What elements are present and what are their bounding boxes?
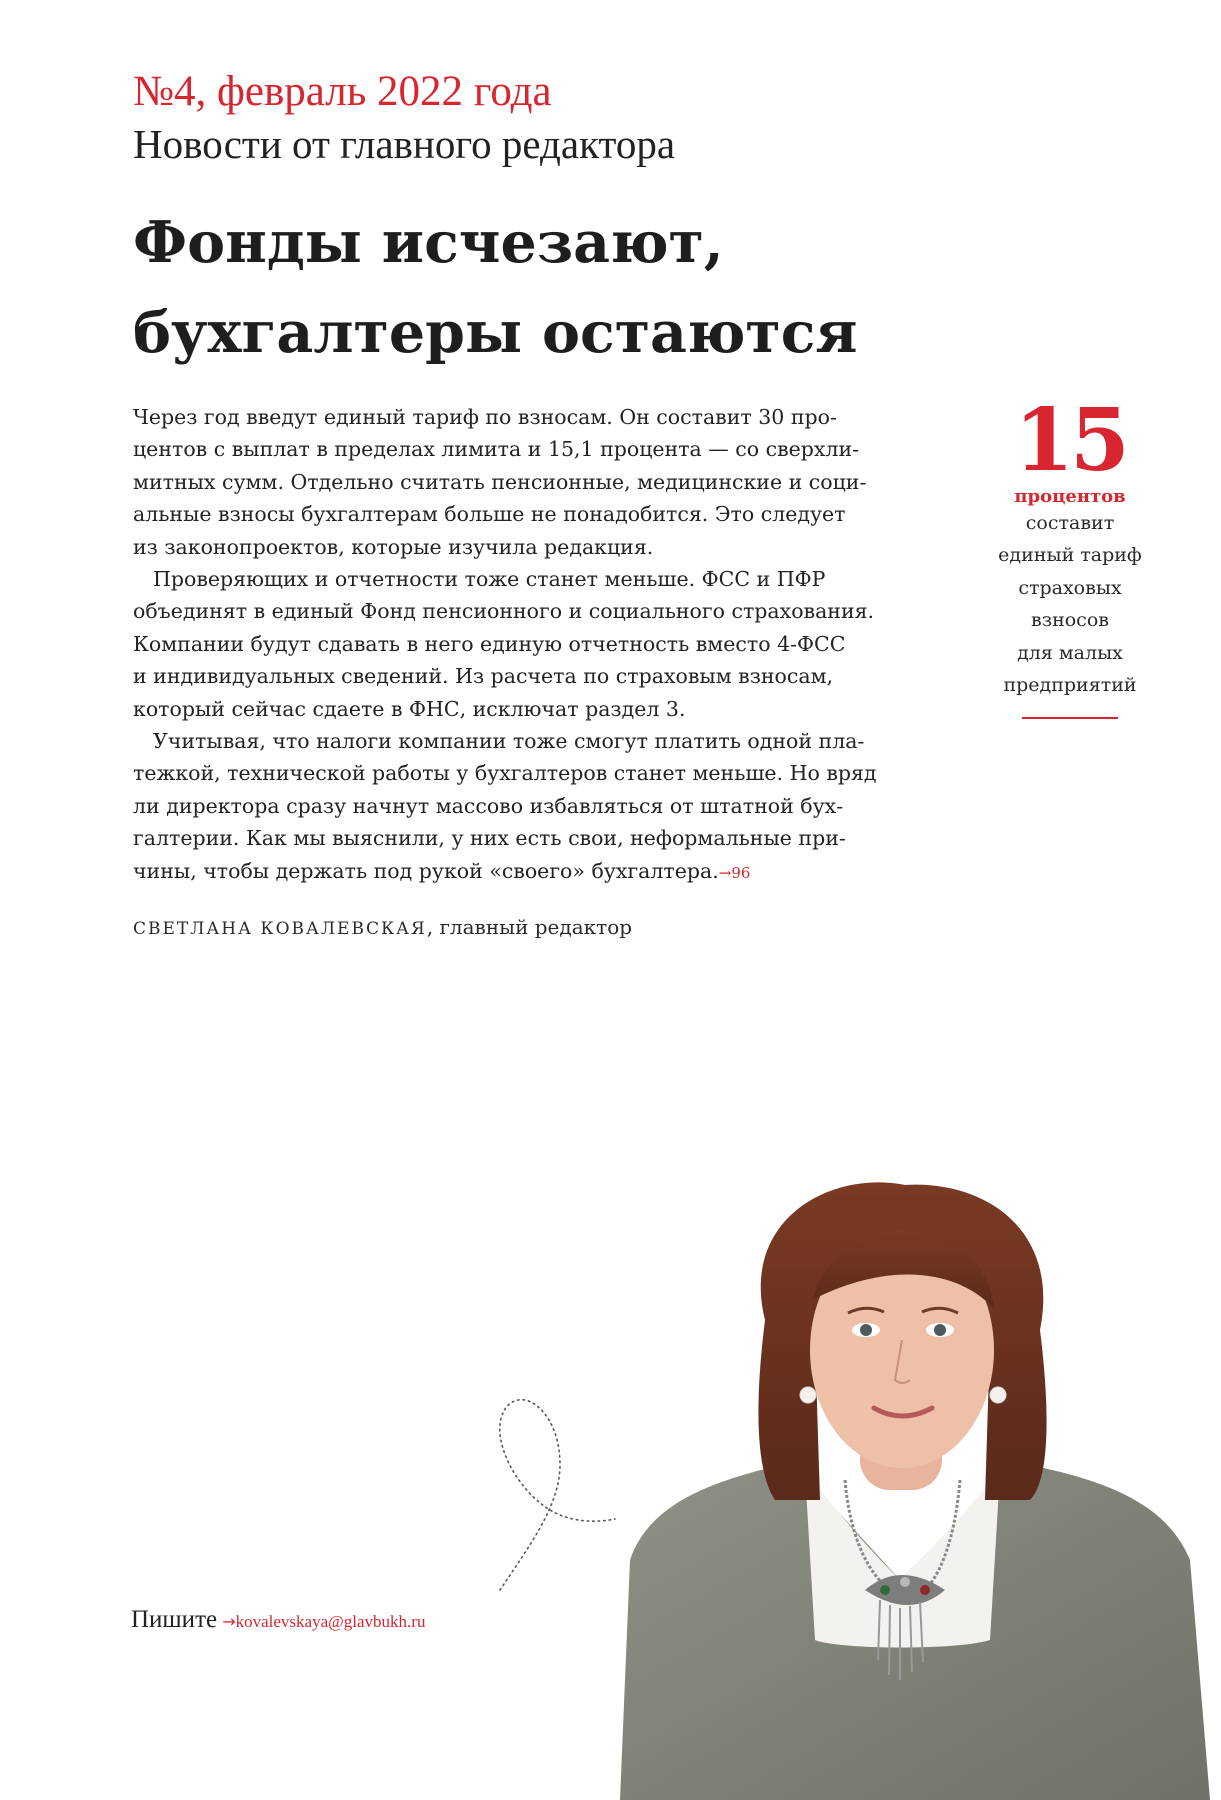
body-line: объединят в единый Фонд пенсионного и социального страхования. (133, 599, 875, 624)
stat-caption-line: страховых (1018, 576, 1122, 599)
body-line: галтерии. Как мы выяснили, у них есть свои, неформальные при- (133, 826, 846, 851)
body-line-last (133, 855, 943, 889)
article-body (133, 401, 943, 889)
body-line: центов с выплат в пределах лимита и 15,1 процента — со сверхли- (133, 437, 860, 462)
stat-number: 15 (1014, 390, 1126, 491)
body-line: тежкой, технической работы у бухгалтеров станет меньше. Но вряд (133, 761, 877, 786)
earring-right (990, 1387, 1006, 1403)
stat-caption-line: предприятий (1003, 674, 1137, 697)
author-role: , главный редактор (426, 915, 633, 939)
headline (133, 198, 858, 378)
editor-portrait-image (590, 1180, 1221, 1800)
shirt-shape (805, 1472, 1000, 1648)
body-line: и индивидуальных сведений. Из расчета по страховым взносам, (133, 664, 834, 689)
author-name: СВЕТЛАНА КОВАЛЕВСКАЯ (133, 919, 427, 939)
arrow-right-icon: → (222, 1612, 236, 1631)
stat-divider (1022, 717, 1118, 719)
byline (133, 915, 632, 939)
body-line: митных сумм. Отдельно считать пенсионные, медицинские и соци- (133, 469, 867, 494)
stat-caption-line: составит (1025, 512, 1115, 534)
stat-caption-line: взносов (1031, 609, 1109, 632)
headline-line-2: бухгалтеры остаются (133, 299, 858, 366)
section-title: Новости от главного редактора (133, 121, 676, 167)
email-link[interactable]: kovalevskaya@glavbukh.ru (235, 1612, 426, 1631)
issue-date: №4, февраль 2022 года (133, 68, 552, 115)
page-reference-link[interactable]: →96 (718, 863, 751, 882)
stat-unit: процентов (1014, 486, 1126, 507)
body-line: который сейчас сдаете в ФНС, исключат раздел 3. (133, 696, 686, 721)
body-line: альные взносы бухгалтерам больше не понадобится. Это следует (133, 502, 846, 527)
body-line-text: чины, чтобы держать под рукой «своего» бухгалтера. (133, 858, 719, 883)
body-line: Компании будут сдавать в него единую отчетность вместо 4-ФСС (133, 631, 846, 656)
body-line: Через год введут единый тариф по взносам. Он составит 30 про- (133, 405, 837, 429)
body-line: Учитывая, что налоги компании тоже смогут платить одной пла- (153, 729, 865, 754)
contact-line (131, 1606, 425, 1634)
headline-line-1: Фонды исчезают, (133, 209, 724, 276)
sidebar-stat (990, 390, 1150, 719)
body-line: из законопроектов, которые изучила редакция. (133, 534, 654, 559)
stat-caption-line: для малых (1017, 641, 1123, 664)
stat-caption-line: единый тариф (998, 544, 1142, 567)
body-line: ли директора сразу начнут массово избавляться от штатной бух- (133, 793, 844, 818)
body-line: Проверяющих и отчетности тоже станет меньше. ФСС и ПФР (153, 567, 826, 592)
contact-label: Пишите (131, 1606, 218, 1633)
earring-left (800, 1387, 816, 1403)
